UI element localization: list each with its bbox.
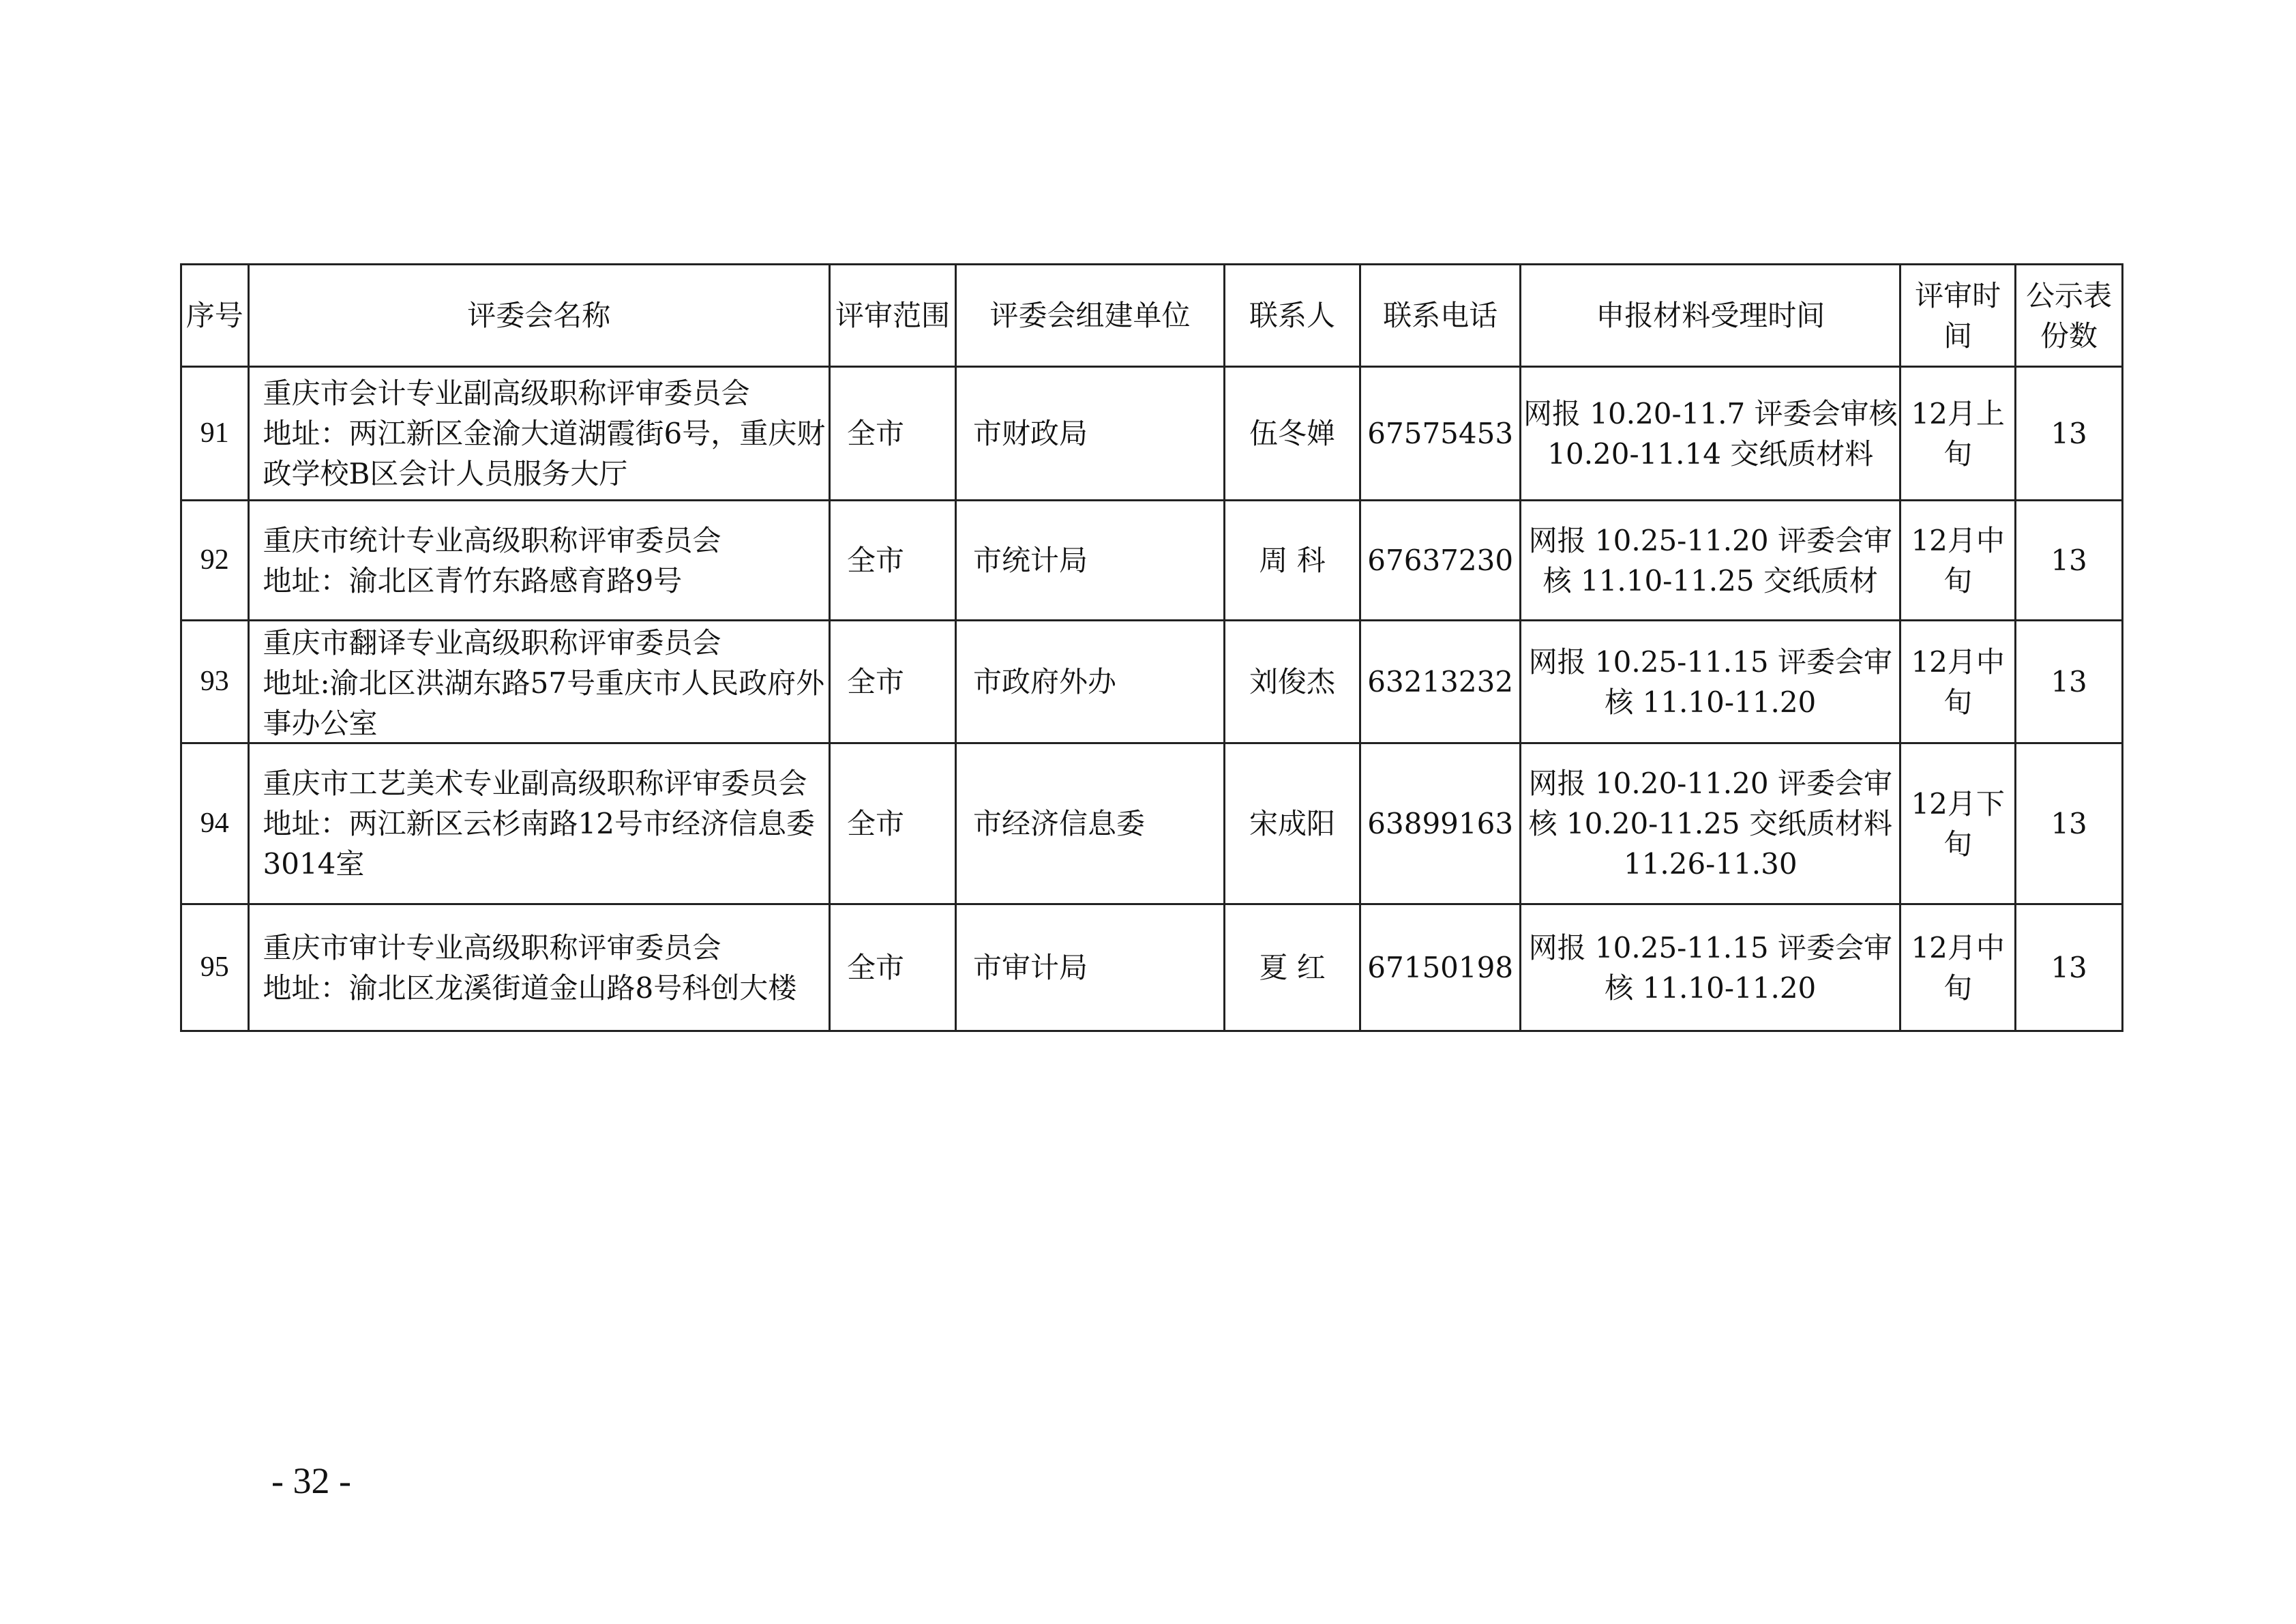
committee-name: 重庆市统计专业高级职称评审委员会 (263, 523, 721, 557)
committee-name: 重庆市会计专业副高级职称评审委员会 (263, 377, 750, 410)
table-row (181, 743, 2123, 904)
scope-cell: 全市 (830, 501, 956, 621)
review-time-cell: 12月中旬 (1900, 501, 2016, 621)
review-time-cell: 12月中旬 (1900, 904, 2016, 1031)
unit-cell: 市经济信息委 (955, 743, 1224, 904)
header-contact: 联系人 (1225, 265, 1360, 367)
contact-cell: 夏 红 (1225, 904, 1360, 1031)
phone-cell: 63899163 (1360, 743, 1521, 904)
scope-cell: 全市 (830, 904, 956, 1031)
seq-cell: 94 (181, 743, 249, 904)
seq-cell: 93 (181, 621, 249, 743)
copies-cell: 13 (2016, 501, 2123, 621)
copies-cell: 13 (2016, 743, 2123, 904)
header-accept: 申报材料受理时间 (1521, 265, 1900, 367)
committee-cell (248, 621, 829, 743)
phone-cell: 67637230 (1360, 501, 1521, 621)
copies-cell: 13 (2016, 904, 2123, 1031)
phone-cell: 63213232 (1360, 621, 1521, 743)
header-seq: 序号 (181, 265, 249, 367)
header-phone: 联系电话 (1360, 265, 1521, 367)
header-copies: 公示表份数 (2016, 265, 2123, 367)
table-row (181, 621, 2123, 743)
header-scope: 评审范围 (830, 265, 956, 367)
review-committee-table (180, 263, 2123, 1032)
review-time-cell: 12月上旬 (1900, 367, 2016, 501)
header-time: 评审时间 (1900, 265, 2016, 367)
scope-cell: 全市 (830, 367, 956, 501)
copies-cell: 13 (2016, 367, 2123, 501)
committee-name: 重庆市工艺美术专业副高级职称评审委员会 (263, 767, 807, 800)
seq-cell: 92 (181, 501, 249, 621)
committee-cell (248, 501, 829, 621)
accept-cell: 网报 10.20-11.7 评委会审核 10.20-11.14 交纸质材料 (1521, 367, 1900, 501)
committee-name: 重庆市翻译专业高级职称评审委员会 (263, 625, 721, 660)
header-unit: 评委会组建单位 (955, 265, 1224, 367)
contact-cell: 伍冬婵 (1225, 367, 1360, 501)
header-name: 评委会名称 (248, 265, 829, 367)
seq-cell: 91 (181, 367, 249, 501)
contact-cell: 刘俊杰 (1225, 621, 1360, 743)
committee-cell (248, 904, 829, 1031)
review-time-cell: 12月中旬 (1900, 621, 2016, 743)
accept-cell: 网报 10.25-11.15 评委会审核 11.10-11.20 (1521, 904, 1900, 1031)
committee-address: 地址：渝北区龙溪街道金山路8号科创大楼 (263, 971, 797, 1005)
table-row (181, 501, 2123, 621)
accept-cell: 网报 10.25-11.20 评委会审核 11.10-11.25 交纸质材 (1521, 501, 1900, 621)
scope-cell: 全市 (830, 743, 956, 904)
accept-cell: 网报 10.20-11.20 评委会审核 10.20-11.25 交纸质材料 11.26-11.30 (1521, 743, 1900, 904)
contact-cell: 宋成阳 (1225, 743, 1360, 904)
committee-address: 地址：两江新区云杉南路12号市经济信息委3014室 (263, 807, 815, 881)
committee-address: 地址：两江新区金渝大道湖霞街6号，重庆财政学校B区会计人员服务大厅 (263, 417, 826, 490)
table-row (181, 904, 2123, 1031)
committee-cell (248, 743, 829, 904)
committee-name: 重庆市审计专业高级职称评审委员会 (263, 930, 721, 964)
unit-cell: 市审计局 (955, 904, 1224, 1031)
scope-cell: 全市 (830, 621, 956, 743)
review-time-cell: 12月下旬 (1900, 743, 2016, 904)
table-header-row (181, 265, 2123, 367)
table-row (181, 367, 2123, 501)
unit-cell: 市财政局 (955, 367, 1224, 501)
committee-cell (248, 367, 829, 501)
seq-cell: 95 (181, 904, 249, 1031)
page-number: - 32 - (271, 1460, 351, 1501)
phone-cell: 67150198 (1360, 904, 1521, 1031)
unit-cell: 市统计局 (955, 501, 1224, 621)
committee-address: 地址：渝北区青竹东路感育路9号 (263, 563, 683, 597)
copies-cell: 13 (2016, 621, 2123, 743)
unit-cell: 市政府外办 (955, 621, 1224, 743)
committee-address: 地址:渝北区洪湖东路57号重庆市人民政府外事办公室 (263, 666, 825, 740)
contact-cell: 周 科 (1225, 501, 1360, 621)
accept-cell: 网报 10.25-11.15 评委会审核 11.10-11.20 (1521, 621, 1900, 743)
phone-cell: 67575453 (1360, 367, 1521, 501)
